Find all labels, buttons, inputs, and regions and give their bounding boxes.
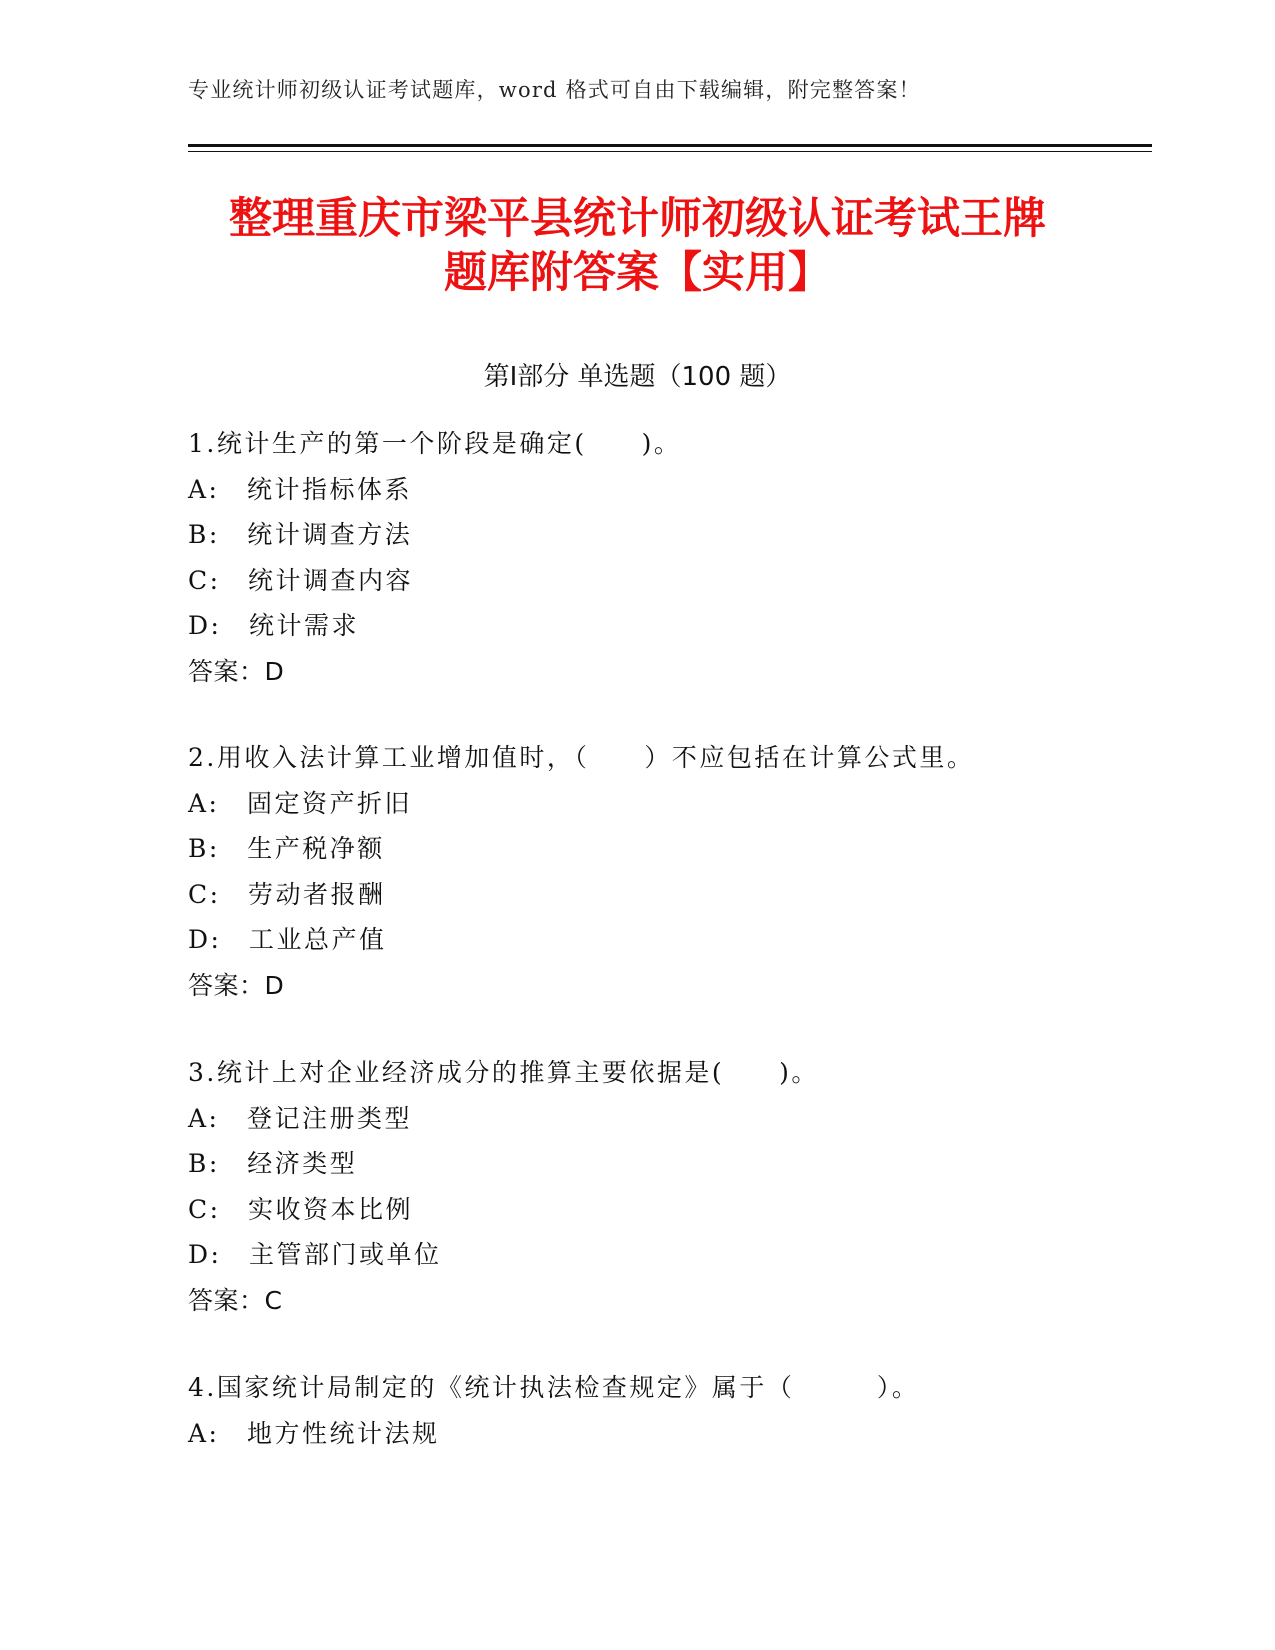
document-title-line-1: 整理重庆市梁平县统计师初级认证考试王牌 (229, 194, 1046, 244)
answer: 答案：D (188, 970, 285, 1000)
question-stem: 4.国家统计局制定的《统计执法检查规定》属于（ ）。 (188, 1373, 920, 1402)
option-a: A: 登记注册类型 (188, 1103, 412, 1133)
option-c: C: 统计调查内容 (188, 565, 414, 595)
answer: 答案：D (188, 656, 285, 686)
section-title: 第Ⅰ部分 单选题（100 题） (483, 362, 792, 392)
option-c: C: 实收资本比例 (188, 1194, 414, 1224)
option-d: D: 工业总产值 (188, 925, 387, 954)
header-rule-thin (188, 151, 1152, 152)
option-a: A: 统计指标体系 (188, 474, 412, 504)
option-b: B: 统计调查方法 (188, 520, 413, 549)
question-3 (188, 1050, 1148, 1323)
option-d: D: 统计需求 (188, 611, 359, 640)
question-4 (188, 1365, 1148, 1456)
question-stem: 2.用收入法计算工业增加值时，（ ）不应包括在计算公式里。 (188, 743, 975, 772)
document-title (140, 192, 1135, 300)
question-1 (188, 421, 1148, 694)
answer: 答案：C (188, 1285, 283, 1315)
question-stem: 3.统计上对企业经济成分的推算主要依据是( )。 (188, 1058, 819, 1087)
header-note: 专业统计师初级认证考试题库，word 格式可自由下载编辑，附完整答案！ (188, 78, 921, 102)
option-d: D: 主管部门或单位 (188, 1240, 442, 1269)
option-a: A: 地方性统计法规 (188, 1418, 440, 1448)
question-stem: 1.统计生产的第一个阶段是确定( )。 (188, 429, 682, 458)
option-b: B: 生产税净额 (188, 834, 385, 863)
document-title-line-2: 题库附答案【实用】 (444, 248, 831, 298)
option-a: A: 固定资产折旧 (188, 788, 412, 818)
header-rule-thick (188, 144, 1152, 147)
option-c: C: 劳动者报酬 (188, 879, 386, 909)
option-b: B: 经济类型 (188, 1149, 358, 1178)
question-2 (188, 735, 1148, 1008)
